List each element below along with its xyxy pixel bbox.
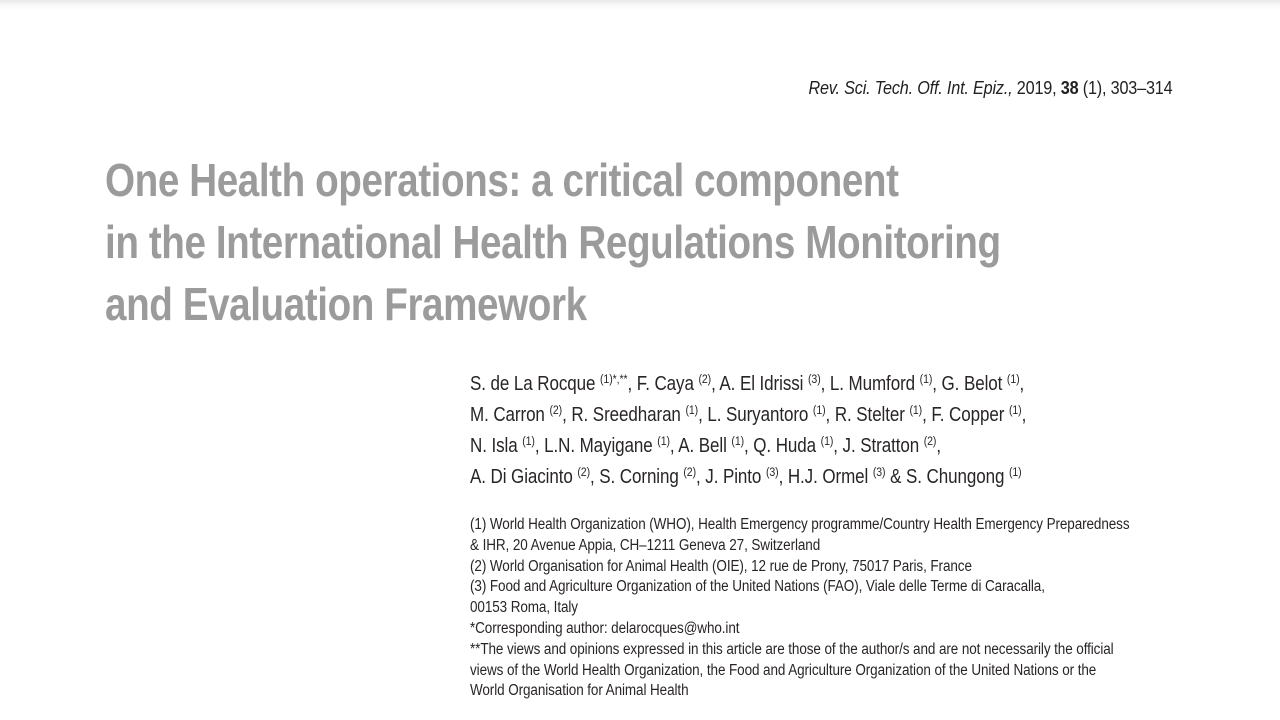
affiliation-line: World Organisation for Animal Health xyxy=(470,682,689,700)
article-title-line: in the International Health Regulations Monitoring xyxy=(105,216,1001,268)
author-name-text: , A. Bell xyxy=(669,435,732,457)
author-name-text: , G. Belot xyxy=(932,373,1007,395)
journal-ref-segment: 38 xyxy=(1060,78,1078,98)
affiliation-ref-superscript: (1) xyxy=(909,403,923,418)
article-title xyxy=(105,149,1001,335)
journal-ref-segment: Rev. Sci. Tech. Off. Int. Epiz., xyxy=(807,78,1013,98)
page-top-shadow xyxy=(0,0,1280,10)
affiliations xyxy=(470,515,1129,702)
affiliation-ref-superscript: (3) xyxy=(872,465,886,480)
affiliation-ref-superscript: (2) xyxy=(549,403,563,418)
author-line xyxy=(470,369,1026,400)
affiliation-line: (1) World Health Organization (WHO), Health Emergency programme/Country Health Emergency Preparedness xyxy=(470,516,1130,533)
author-line xyxy=(470,431,1026,462)
author-name-text: , F. Caya xyxy=(627,373,699,395)
journal-ref xyxy=(808,78,1172,99)
author-name-text: , L. Suryantoro xyxy=(698,404,813,426)
affiliation-line: 00153 Roma, Italy xyxy=(470,599,578,617)
affiliation-line: views of the World Health Organization, the Food and Agriculture Organization of the United Nations or the xyxy=(470,661,1097,679)
affiliation-ref-superscript: (1) xyxy=(685,403,699,418)
author-name-text: M. Carron xyxy=(470,404,550,426)
affiliation-ref-superscript: (1) xyxy=(1006,372,1020,387)
journal-ref-segment: (1), 303–314 xyxy=(1077,78,1172,98)
author-name-text: , J. Pinto xyxy=(696,466,766,488)
affiliation-line: & IHR, 20 Avenue Appia, CH–1211 Geneva 27, Switzerland xyxy=(470,536,821,554)
author-name-text: , xyxy=(936,435,942,457)
affiliation-ref-superscript: (1) xyxy=(657,434,670,449)
article-title-line: and Evaluation Framework xyxy=(105,278,587,330)
author-name-text: , S. Corning xyxy=(589,466,684,488)
author-name-text: , A. El Idrissi xyxy=(711,373,808,395)
article-title-line: One Health operations: a critical component xyxy=(105,154,899,206)
affiliation-ref-superscript: (3) xyxy=(807,372,821,387)
affiliation-ref-superscript: (1) xyxy=(919,372,933,387)
author-line xyxy=(470,462,1026,493)
affiliation-ref-superscript: (2) xyxy=(577,465,590,480)
affiliation-ref-superscript: (1) xyxy=(1008,465,1022,480)
author-name-text: S. de La Rocque xyxy=(470,373,601,395)
author-name-text: N. Isla xyxy=(470,435,523,457)
affiliation-ref-superscript: (3) xyxy=(765,465,779,480)
author-line xyxy=(470,400,1026,431)
author-name-text: , xyxy=(1021,404,1027,426)
affiliation-line: (3) Food and Agriculture Organization of the United Nations (FAO), Viale delle Terme di Caracalla, xyxy=(470,578,1045,596)
affiliation-line: (2) World Organisation for Animal Health (OIE), 12 rue de Prony, 75017 Paris, France xyxy=(470,557,972,575)
affiliation-ref-superscript: (1) xyxy=(731,434,745,449)
affiliation-ref-superscript: (1) xyxy=(820,434,834,449)
author-name-text: , L. Mumford xyxy=(820,373,920,395)
affiliation-ref-superscript: (1) xyxy=(1008,403,1022,418)
author-name-text: & S. Chungong xyxy=(885,466,1009,488)
journal-ref-segment: 2019, xyxy=(1012,78,1061,98)
author-name-text: , R. Stelter xyxy=(825,404,910,426)
author-name-text: , xyxy=(1019,373,1025,395)
author-name-text: , Q. Huda xyxy=(744,435,821,457)
affiliation-line: **The views and opinions expressed in this article are those of the author/s and are not necessarily the official xyxy=(470,640,1114,658)
affiliation-ref-superscript: (2) xyxy=(683,465,697,480)
affiliation-ref-superscript: (2) xyxy=(923,434,937,449)
author-list xyxy=(470,369,1026,493)
author-name-text: , L.N. Mayigane xyxy=(534,435,658,457)
author-name-text: , J. Stratton xyxy=(833,435,924,457)
affiliation-ref-superscript: (1) xyxy=(812,403,826,418)
author-name-text: , F. Copper xyxy=(922,404,1009,426)
affiliation-ref-superscript: (2) xyxy=(698,372,712,387)
author-name-text: , R. Sreedharan xyxy=(562,404,686,426)
affiliation-ref-superscript: (1) xyxy=(522,434,535,449)
affiliation-line: *Corresponding author: delarocques@who.int xyxy=(470,619,740,637)
author-name-text: A. Di Giacinto xyxy=(470,466,578,488)
author-name-text: , H.J. Ormel xyxy=(778,466,873,488)
affiliation-ref-superscript: (1)*,** xyxy=(600,372,628,387)
